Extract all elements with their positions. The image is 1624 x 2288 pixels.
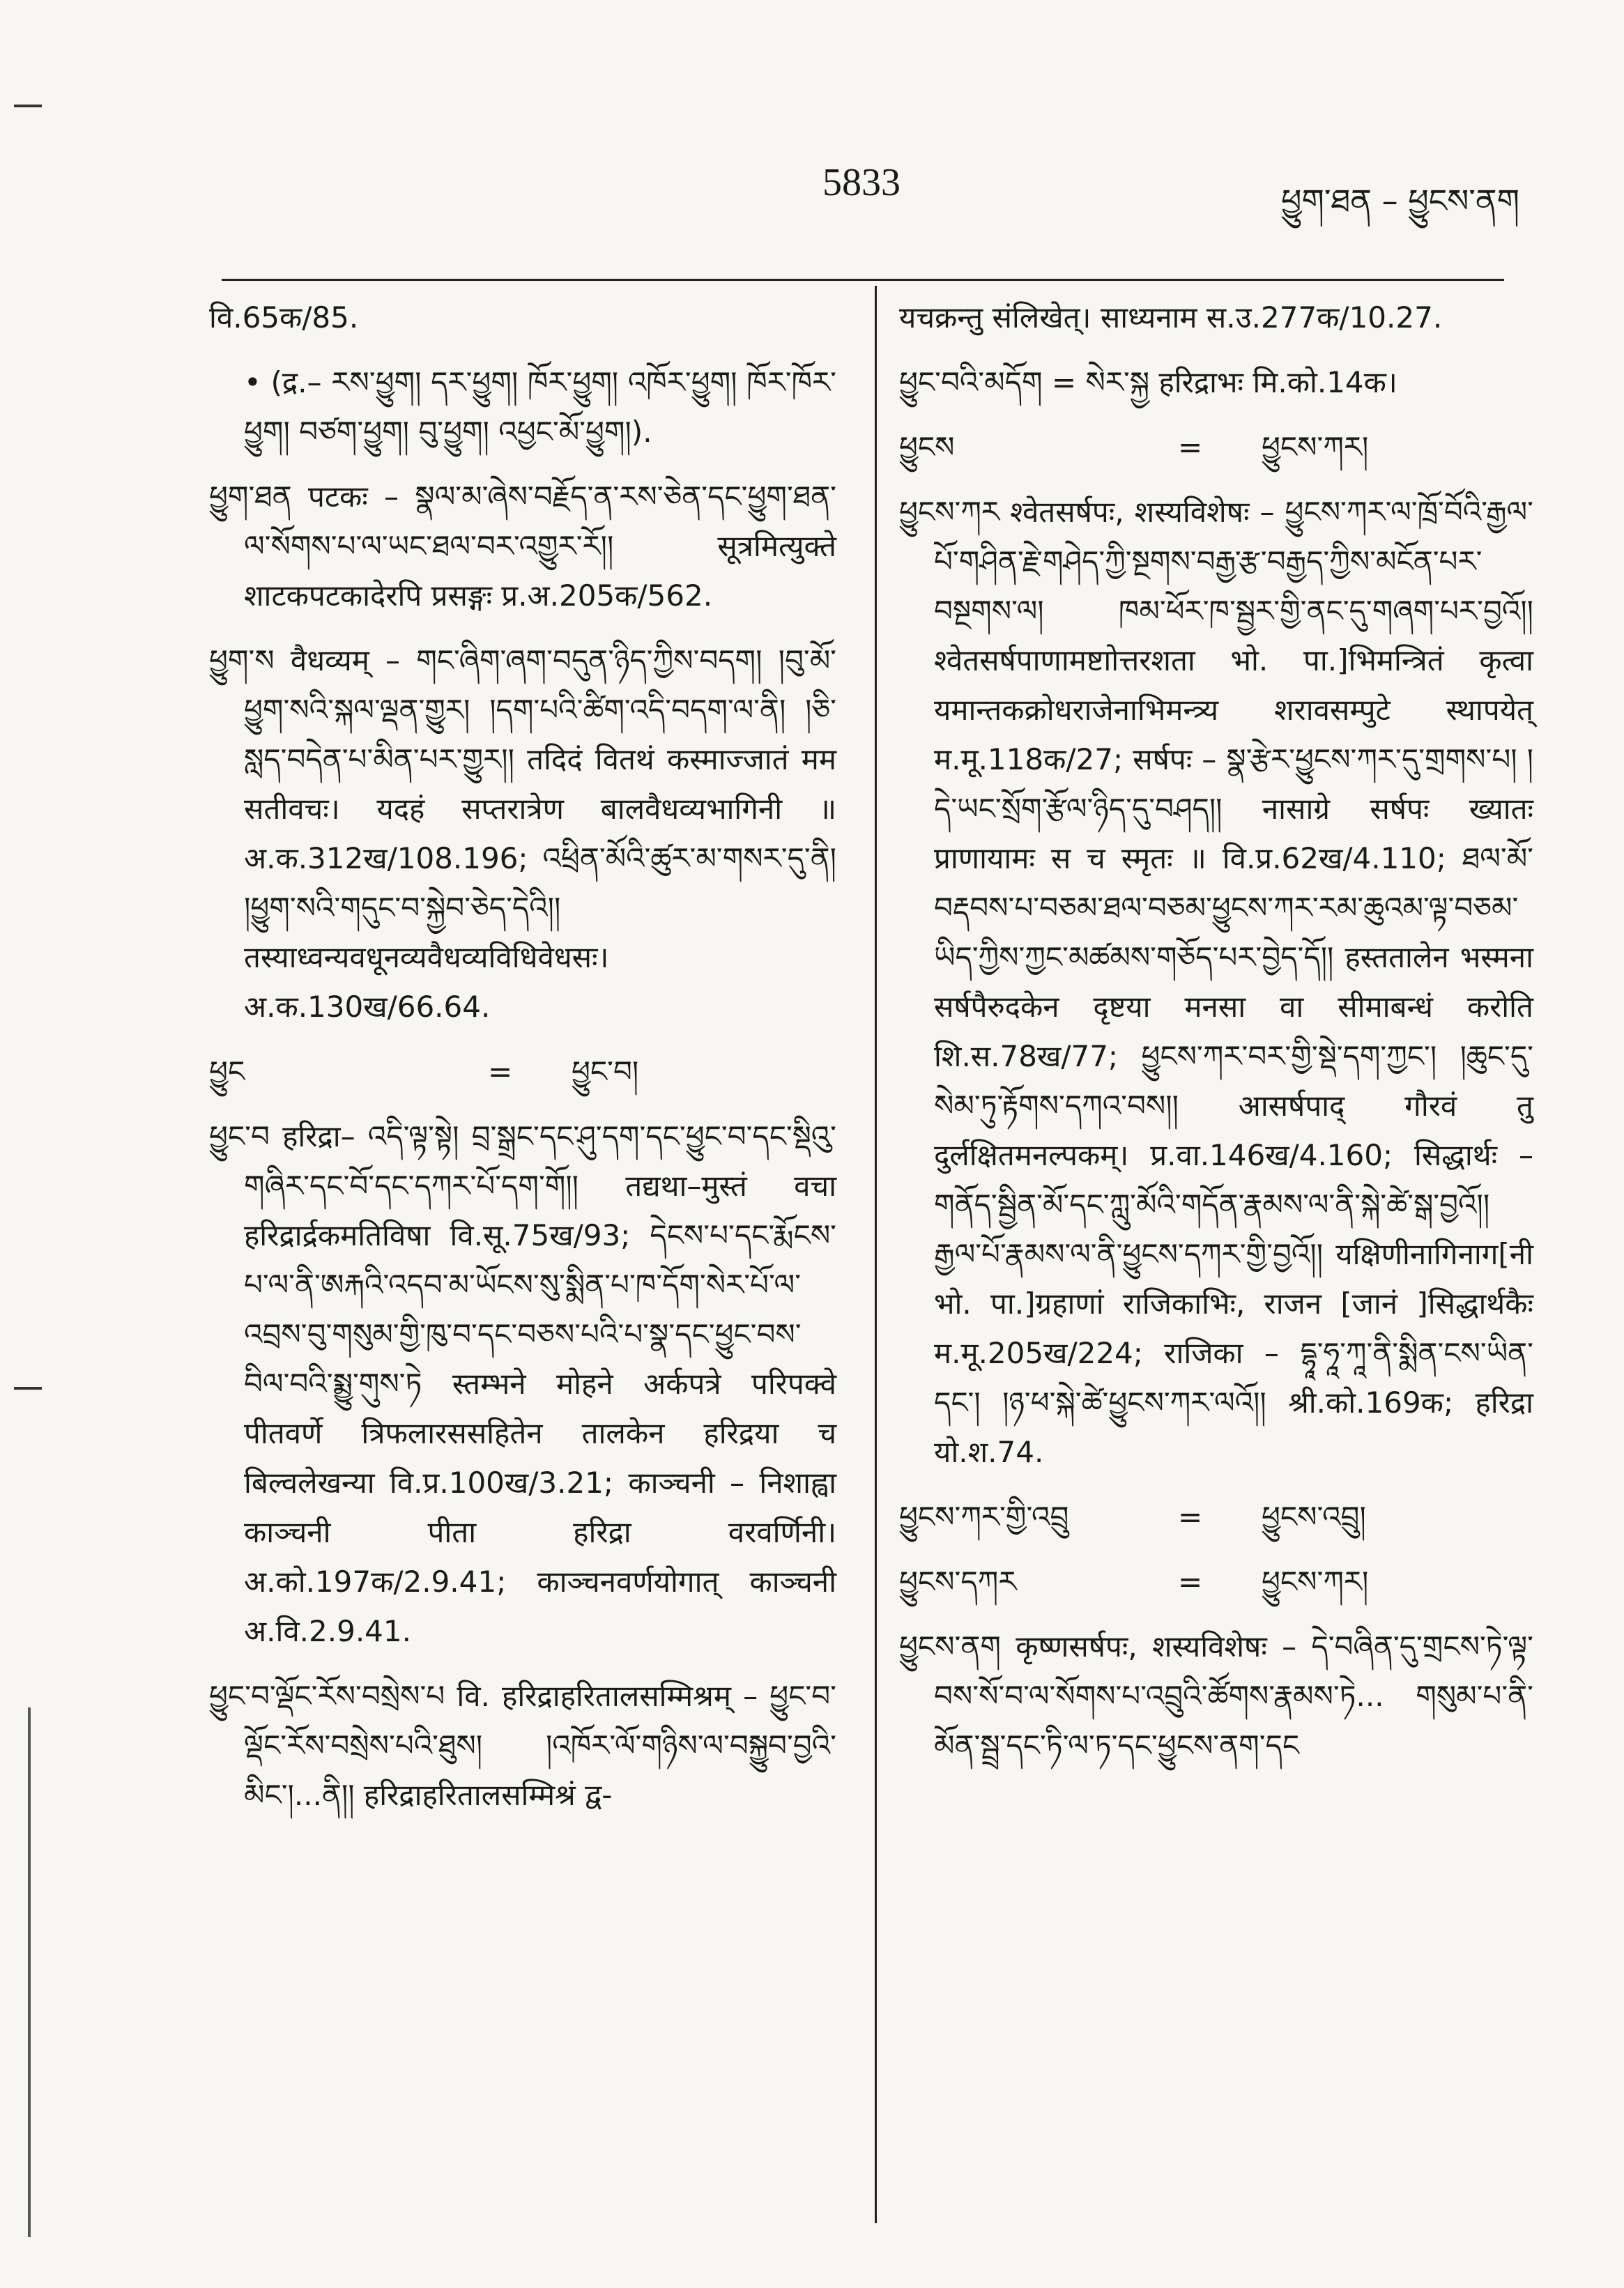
- entry-continuation: • (द्र.– རས་ཕྱུག། དར་ཕྱུག། ཁོར་ཕྱུག། འཁོར་ཕྱུག། ཁོར་ཁོར་ཕྱུག། བཙག་ཕྱུག། བུ་ཕྱུག། འཕྱང་མོ་ཕྱུག།).: [244, 365, 836, 449]
- cross-reference: [899, 1492, 1533, 1542]
- dictionary-entry: ཕྱུག་ཐན पटकः – སྣལ་མ་ཞེས་བརྗོད་ན་རས་ཅེན་དང་ཕྱུག་ཐན་ལ་སོགས་པ་ལ་ཡང་ཐལ་བར་འགྱུར་རོ།། सूत्रमित्युक्ते शाटकपटकादेरपि प्रसङ्गः प्र.अ.205क/562.: [209, 479, 836, 613]
- entry-continuation: यचक्रन्तु संलिखेत्। साध्यनाम स.उ.277क/10.27.: [899, 300, 1443, 335]
- xref-headword: ཕྱུང: [209, 1054, 245, 1089]
- xref-target: ཕྱུངས་ཀར།: [1262, 1565, 1369, 1599]
- column-divider: [875, 286, 877, 2223]
- right-column: [899, 293, 1533, 1786]
- dictionary-entry: ཕྱུང་བའི་མདོག = སེར་སྐྱ हरिद्राभः मि.को.14क।: [899, 365, 1397, 399]
- xref-equals: =: [1178, 430, 1203, 464]
- entry-continuation: वि.65क/85.: [209, 300, 359, 335]
- xref-target: ཕྱུང་བ།: [572, 1054, 639, 1089]
- xref-target: ཕྱུངས་ཀར།: [1262, 430, 1369, 464]
- header-rule: [222, 279, 1504, 281]
- cross-reference: [209, 1047, 836, 1096]
- xref-target: ཕྱུངས་འབྲུ།: [1262, 1500, 1366, 1534]
- page-number: 5833: [822, 161, 901, 204]
- dictionary-entry: ཕྱུངས་ནག कृष्णसर्षपः, शस्यविशेषः – དེ་བཞིན་དུ་གྲངས་ཏེ་ལྟ་བས་སོ་བ་ལ་སོགས་པ་འབྲུའི་ཚོགས་རྣམས་ཏེ... གསུམ་པ་ནི་མོན་སྦྲ་དང་ཏི་ལ་ཏ་དང་ཕྱུངས་ནག་དང: [899, 1629, 1533, 1763]
- left-column: [209, 293, 836, 1835]
- cross-reference: [899, 422, 1533, 472]
- dictionary-entry: ཕྱུག་ས वैधव्यम् – གང་ཞིག་ཞག་བདུན་ཉིད་ཀྱིས་བདག། །བུ་མོ་ཕྱུག་སའི་སྐལ་ལྡན་གྱུར། །དག་པའི་ཚིག་འདི་བདག་ལ་ནི། །ཅི་སླད་བདེན་པ་མིན་པར་གྱུར།། तदिदं वितथं कस्माज्जातं मम सतीवचः। यदहं सप्तरात्रेण बालवैधव्यभागिनी ॥ अ.क.312ख/108.196; འཕྲིན་མོའི་ཚུར་མ་གསར་དུ་ནི། །ཕྱུག་སའི་གདུང་བ་སྐྱེབ་ཅེད་དེའི།། तस्याध्वन्यवधूनव्यवैधव्यविधिवेधसः। अ.क.130ख/66.64.: [209, 643, 836, 1024]
- margin-mark: [14, 105, 42, 107]
- dictionary-entry: ཕྱུང་བ हरिद्रा– འདི་ལྟ་སྟེ། བྲ་སྒྲང་དང་ཤུ་དག་དང་ཕྱུང་བ་དང་སྡིའུ་གཞིར་དང་བོ་དང་དཀར་པོ་དག་གོ།། तद्यथा–मुस्तं वचा हरिद्रार्द्रकमतिविषा वि.सू.75ख/93; དེངས་པ་དང་རྨོངས་པ་ལ་ནི་ཨརྐའི་འདབ་མ་ཡོངས་སུ་སྨིན་པ་ཁ་དོག་སེར་པོ་ལ་འབྲས་བུ་གསུམ་གྱི་ཁུ་བ་དང་བཅས་པའི་པ་སྣ་དང་ཕྱུང་བས་བིལ་བའི་སྨྱུ་གུས་ཏེ स्तम्भने मोहने अर्कपत्रे परिपक्वे पीतवर्णे त्रिफलारससहितेन तालकेन हरिद्रया च बिल्वलेखन्या वि.प्र.100ख/3.21; काञ्चनी – निशाह्वा काञ्चनी पीता हरिद्रा वरवर्णिनी। अ.को.197क/2.9.41; काञ्चनवर्णयोगात् काञ्चनी अ.वि.2.9.41.: [209, 1119, 836, 1648]
- xref-headword: ཕྱུངས་ཀར་གྱི་འབྲུ: [899, 1500, 1069, 1534]
- xref-equals: =: [1178, 1500, 1203, 1534]
- margin-mark: [14, 1387, 42, 1390]
- xref-headword: ཕྱུངས་དཀར: [899, 1565, 1017, 1599]
- dictionary-entry: ཕྱུང་བ་ལྡོང་རོས་བསྲེས་པ वि. हरिद्राहरितालसम्मिश्रम् – ཕྱུང་བ་ལྡོང་རོས་བསྲེས་པའི་ཐུས། །འཁོར་ལོ་གཉིས་ལ་བསྐྱུབ་བྱའི་མིང་།...ནི།། हरिद्राहरितालसम्मिश्रं द्व-: [209, 1679, 836, 1812]
- xref-headword: ཕྱུངས: [899, 430, 955, 464]
- xref-equals: =: [488, 1054, 513, 1089]
- xref-equals: =: [1178, 1565, 1203, 1599]
- dictionary-entry: ཕྱུངས་ཀར श्वेतसर्षपः, शस्यविशेषः – ཕྱུངས་ཀར་ལ་ཁྲོ་བོའི་རྒྱལ་པོ་གཤིན་རྗེ་གཤེད་ཀྱི་སྔགས་བརྒྱ་རྩ་བརྒྱད་ཀྱིས་མངོན་པར་བསྔགས་ལ། ཁམ་ཕོར་ཁ་སྦྱར་གྱི་ནང་དུ་གཞག་པར་བྱའོ།། श्वेतसर्षपाणामष्टाोत्तरशता भो. पा.]भिमन्त्रितं कृत्वा यमान्तकक्रोधराजेनाभिमन्त्र्य शरावसम्पुटे स्थापयेत् म.मू.118क/27; सर्षपः – སྣ་རྩེར་ཕྱུངས་ཀར་དུ་གྲགས་པ། །དེ་ཡང་སྲོག་རྩོལ་ཉིད་དུ་བཤད།། नासाग्रे सर्षपः ख्यातः प्राणायामः स च स्मृतः ॥ वि.प्र.62ख/4.110; ཐལ་མོ་བརྡབས་པ་བཅམ་ཐལ་བཅམ་ཕྱུངས་ཀར་རམ་ཆུའམ་ལྟ་བཅམ་ཡིད་ཀྱིས་ཀྱང་མཚམས་གཅོད་པར་བྱེད་དོ།། हस्ततालेन भस्मना सर्षपैरुदकेन दृष्टया मनसा वा सीमाबन्धं करोति शि.स.78ख/77; ཕྱུངས་ཀར་བར་གྱི་སྡེ་དག་ཀྱང་། །ཆུང་དུ་སེམ་ཏུ་རྟོགས་དཀའ་བས།། आसर्षपाद् गौरवं तु दुर्लक्षितमनल्पकम्। प्र.वा.146ख/4.160; सिद्धार्थः – གནོད་སྦྱིན་མོ་དང་ཀླུ་མོའི་གདོན་རྣམས་ལ་ནི་སྐེ་ཚེ་སྒ་བྱའོ།། རྒྱལ་པོ་རྣམས་ལ་ནི་ཕྱུངས་དཀར་གྱི་བྱའོ།། यक्षिणीनागिनाग[नी भो. पा.]ग्रहाणां राजिकाभिः, राजन [जानं ]सिद्धार्थकैः म.मू.205ख/224; राजिका – དྷཱ་ཧཱ་ཀཱ་ནི་སྨིན་ངས་ཡིན་དང་། །ཉ་ཕ་སྐེ་ཚེ་ཕྱུངས་ཀར་ལའོ།། श्री.को.169क; हरिद्रा यो.श.74.: [899, 495, 1533, 1469]
- cross-reference: [899, 1557, 1533, 1606]
- running-head: ཕྱུག་ཐན – ཕྱུངས་ནག: [1280, 182, 1519, 220]
- margin-rule: [28, 1707, 31, 2237]
